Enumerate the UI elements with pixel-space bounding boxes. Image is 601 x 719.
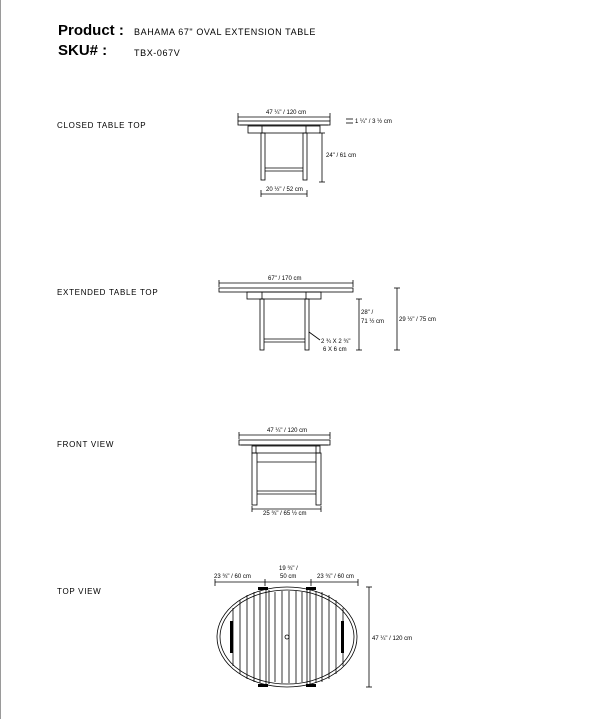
extended-width-dim: 67" / 170 cm — [268, 276, 302, 282]
product-label: Product : — [58, 22, 124, 39]
front-width-dim: 47 ¼" / 120 cm — [267, 428, 308, 434]
top-view-drawing — [215, 579, 372, 687]
front-view-drawing — [239, 432, 330, 512]
sku-label: SKU# : — [58, 42, 108, 59]
product-value: BAHAMA 67" OVAL EXTENSION TABLE — [134, 27, 317, 37]
leg-dim-line1: 2 ¾ X 2 ¾" — [321, 339, 351, 345]
front-base-dim: 25 ¾" / 65 ½ cm — [263, 511, 307, 517]
top-right-dim: 23 ¾" / 60 cm — [317, 574, 354, 580]
closed-table-top-title: CLOSED TABLE TOP — [57, 121, 147, 130]
leg-dim-line2: 6 X 6 cm — [323, 347, 347, 353]
extended-height-dim-line2: 71 ½ cm — [361, 319, 385, 325]
closed-width-dim: 47 ¼" / 120 cm — [266, 110, 307, 116]
sku-value: TBX-067V — [134, 48, 181, 58]
closed-height-dim: 24" / 61 cm — [326, 153, 357, 159]
extended-total-height-dim: 29 ½" / 75 cm — [399, 317, 436, 323]
top-view-title: TOP VIEW — [57, 587, 102, 596]
top-center-dim-line1: 19 ¾" / — [279, 566, 298, 572]
extended-height-dim-line1: 28" / — [361, 310, 374, 316]
closed-base-dim: 20 ½" / 52 cm — [266, 187, 303, 193]
top-depth-dim: 47 ¼" / 120 cm — [372, 636, 413, 642]
extended-table-top-title: EXTENDED TABLE TOP — [57, 288, 159, 297]
closed-thickness-dim: 1 ¼" / 3 ½ cm — [355, 119, 392, 125]
top-left-dim: 23 ¾" / 60 cm — [214, 574, 251, 580]
top-center-dim-line2: 50 cm — [280, 574, 297, 580]
front-view-title: FRONT VIEW — [57, 440, 115, 449]
